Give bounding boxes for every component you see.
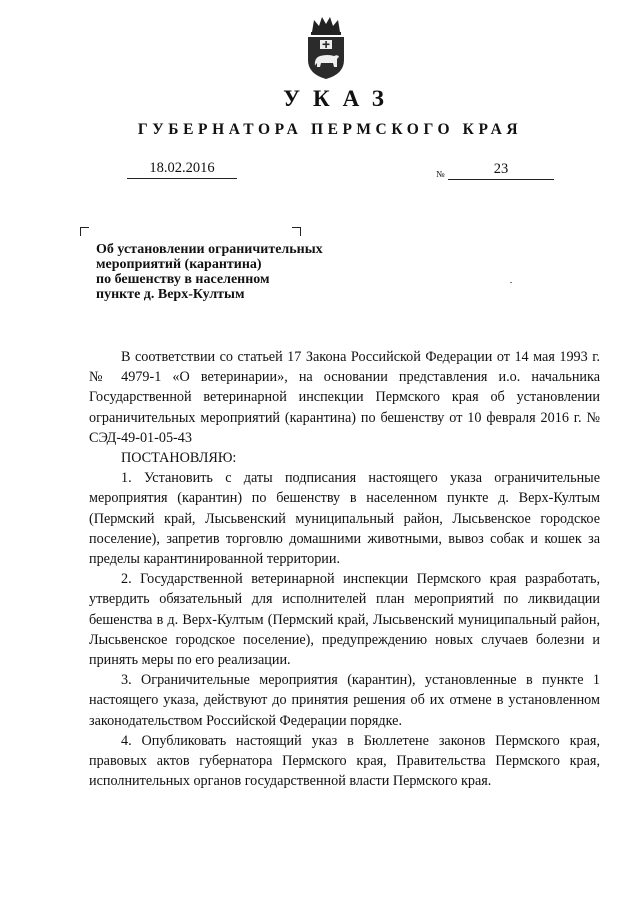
document-number [436, 160, 554, 180]
subject-line: мероприятий (карантина) [96, 257, 262, 272]
decree-point-3: 3. Ограничительные мероприятия (карантин), установленные в пункте 1 настоящего указа, действуют до принятия решения об их отмене в установленном законодательством Российской Федерации порядке. [89, 672, 600, 729]
subject-corner-left [80, 227, 89, 236]
preamble-paragraph: В соответствии со статьей 17 Закона Российской Федерации от 14 мая 1993 г. № 4979-1 «О ветеринарии», на основании представления и.о. начальника Государственной ветеринарной инспекции Пермского края об установлении ограничительных мероприятий (карантина) по бешенству от 10 февраля 2016 г. № СЭД-49-01-05-43 [89, 349, 600, 446]
decree-point-4: 4. Опубликовать настоящий указ в Бюллетене законов Пермского края, правовых актов губернатора Пермского края, Правительства Пермского края, исполнительных органов государственной власти Пермского края. [89, 732, 600, 790]
number-value: 23 [493, 161, 509, 177]
document-subject [96, 242, 366, 302]
document-title: УКАЗ [283, 86, 397, 111]
subject-line: пункте д. Верх-Култым [96, 287, 245, 302]
subject-corner-right [292, 227, 301, 236]
decree-point-1: 1. Установить с даты подписания настоящего указа ограничительные мероприятия (карантин) по бешенству в населенном пункте д. Верх-Култым (Пермский край, Лысьвенский муниципальный район, Лысьвенское городское поселение), запретив торговлю домашними животными, вывоз собак и кошек за пределы карантинированной территории. [89, 470, 600, 568]
perm-krai-coat-of-arms-icon [302, 14, 350, 80]
subject-line: Об установлении ограничительных [96, 242, 323, 257]
scan-speck [510, 282, 512, 283]
decree-word: ПОСТАНОВЛЯЮ: [121, 450, 237, 467]
decree-point-2: 2. Государственной ветеринарной инспекции Пермского края разработать, утвердить обязательный для исполнителей план мероприятий по ликвидации бешенства в д. Верх-Култым (Пермский край, Лысьвенский муниципальный район, Лысьвенское городское поселение), предупреждению новых случаев болезни и принять меры по его реализации. [89, 571, 600, 669]
number-underline [448, 179, 554, 180]
subject-line: по бешенству в населенном [96, 272, 270, 287]
document-body [89, 347, 600, 791]
document-date: 18.02.2016 [127, 160, 237, 179]
document-subtitle: ГУБЕРНАТОРА ПЕРМСКОГО КРАЯ [137, 121, 523, 138]
number-label: № [436, 169, 445, 179]
